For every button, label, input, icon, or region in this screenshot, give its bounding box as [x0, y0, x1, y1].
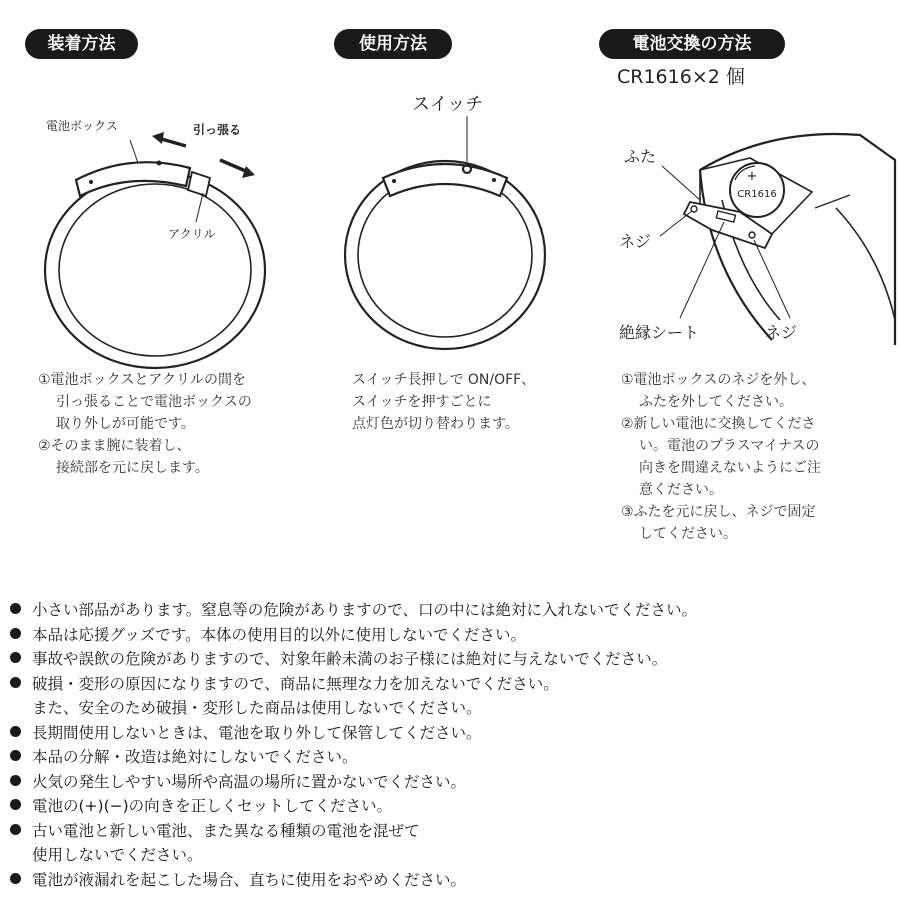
battery-box-label: 電池ボックス — [46, 119, 118, 133]
warning-text: 事故や誤飲の危険がありますので、対象年齢未満のお子様には絶対に与えないでください。 — [32, 650, 668, 668]
instruction-line: ふたを外してください。 — [639, 394, 793, 410]
warning-item — [10, 598, 895, 623]
warning-text: 火気の発生しやすい場所や高温の場所に置かないでください。 — [32, 772, 467, 791]
wear-section-title: 装着方法 — [25, 29, 138, 59]
battery-box-shape — [76, 162, 190, 196]
battery-section-title: 電池交換の方法 — [599, 29, 785, 59]
warning-item — [10, 868, 895, 893]
insulation-sheet-label: 絶縁シート — [619, 323, 700, 342]
battery-box-shape — [383, 164, 507, 196]
warning-text: 電池の(+)(−)の向きを正しくセットしてください。 — [32, 797, 393, 815]
warning-text: 古い電池と新しい電池、また異なる種類の電池を混ぜて — [32, 821, 420, 840]
warning-item — [10, 672, 895, 697]
bullet-icon — [10, 868, 32, 893]
battery-diagram — [660, 134, 895, 345]
lid-label: ふた — [624, 147, 657, 166]
wear-instructions — [38, 369, 252, 479]
bullet-icon — [10, 672, 32, 697]
bullet-icon — [10, 598, 32, 623]
instruction-line: 意ください。 — [639, 482, 723, 498]
instruction-line: い。電池のプラスマイナスの — [639, 438, 820, 454]
bullet-icon — [10, 794, 32, 819]
warning-text: 本品は応援グッズです。本体の使用目的以外に使用しないでください。 — [32, 625, 526, 644]
warning-text: 本品の分解・改造は絶対にしないでください。 — [32, 748, 358, 766]
bullet-icon — [10, 819, 32, 844]
screw-bottom-label: ネジ — [765, 323, 798, 342]
instruction-line: 引っ張ることで電池ボックスの — [56, 394, 252, 410]
use-instructions — [352, 369, 535, 435]
warning-item — [10, 794, 895, 819]
switch-label: スイッチ — [412, 94, 484, 115]
arrow-right-icon — [220, 160, 248, 172]
instruction-line: ②新しい電池に交換してくださ — [621, 416, 816, 432]
warning-item — [10, 721, 895, 746]
bracelet-inner — [358, 173, 532, 337]
acrylic-label: アクリル — [168, 227, 216, 241]
bracelet-outer — [45, 172, 265, 368]
bracelet-inner — [59, 184, 251, 356]
warning-continuation — [10, 843, 895, 868]
bullet-icon — [10, 770, 32, 795]
instruction-line: ①電池ボックスとアクリルの間を — [38, 372, 246, 388]
battery-spec: CR1616×2 個 — [617, 66, 745, 88]
instruction-line: スイッチ長押しで ON/OFF、 — [352, 372, 536, 388]
acrylic-shape — [188, 172, 210, 196]
instruction-line: 向きを間違えないようにご注 — [639, 460, 821, 476]
pull-label: 引っ張る — [193, 123, 242, 137]
screw-icon — [749, 232, 755, 238]
bullet-icon — [10, 647, 32, 672]
battery-instructions — [621, 369, 821, 545]
instruction-line: スイッチを押すごとに — [352, 394, 492, 410]
warning-item — [10, 770, 895, 795]
instruction-line: 取り外しが可能です。 — [56, 416, 195, 432]
instruction-line: 点灯色が切り替わります。 — [352, 416, 519, 432]
instruction-line: ①電池ボックスのネジを外し、 — [621, 372, 816, 388]
instruction-line: 接続部を元に戻します。 — [56, 460, 209, 476]
warning-text: 電池が液漏れを起こした場合、直ちに使用をおやめください。 — [32, 870, 467, 889]
warning-text: 長期間使用しないときは、電池を取り外して保管してください。 — [32, 723, 482, 742]
warnings-list — [10, 598, 895, 892]
instruction-line: してください。 — [639, 526, 737, 542]
wear-diagram — [45, 132, 265, 368]
cell-label: CR1616 — [737, 189, 777, 200]
warning-item — [10, 647, 895, 672]
warning-continuation — [10, 696, 895, 721]
warning-text: 小さい部品があります。窒息等の危険がありますので、口の中には絶対に入れないでください。 — [32, 601, 697, 619]
warning-text: 使用しないでください。 — [32, 846, 203, 864]
bracelet-outer — [345, 161, 545, 349]
warning-item — [10, 623, 895, 648]
warning-text: また、安全のため破損・変形した商品は使用しないでください。 — [32, 699, 482, 717]
plus-label: + — [746, 169, 758, 184]
band-top-edge — [700, 134, 895, 345]
bullet-icon — [10, 721, 32, 746]
bullet-icon — [10, 745, 32, 770]
warning-text: 破損・変形の原因になりますので、商品に無理な力を加えないでください。 — [32, 674, 559, 693]
instruction-line: ③ふたを元に戻し、ネジで固定 — [621, 504, 816, 520]
warning-item — [10, 819, 895, 844]
use-diagram — [345, 116, 545, 349]
use-section-title: 使用方法 — [334, 29, 452, 59]
bullet-icon — [10, 623, 32, 648]
screw-left-label: ネジ — [619, 232, 652, 251]
warning-item — [10, 745, 895, 770]
instruction-line: ②そのまま腕に装着し、 — [38, 438, 191, 454]
